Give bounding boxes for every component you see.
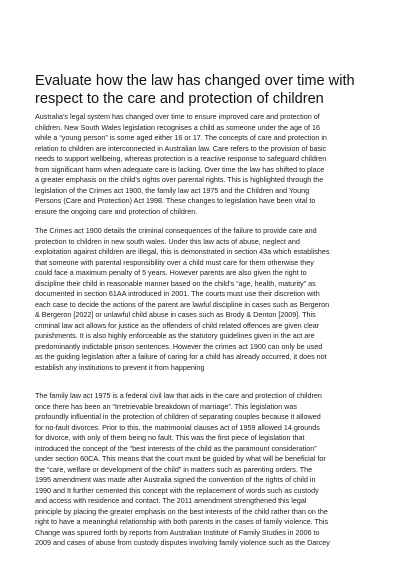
text-line: children. New South Wales legislation recognises a child as someone under the age of 16	[35, 122, 321, 132]
text-line: from significant harm when adequate care is lacking. Over time the law has shifted to place	[35, 164, 325, 174]
text-line: profoundly influential in the protection of children of separating couples because it allowed	[35, 412, 321, 421]
text-line: needs to support wellbeing, whereas protection is a reactive response to safeguard children	[35, 154, 327, 163]
text-line: right to have a meaningful relationship with both parents in the cases of family violence. This	[35, 517, 329, 526]
text-line: for divorce, with only of them being no fault. This was the first piece of legislation that	[35, 433, 305, 442]
text-line: ensure the ongoing care and protection of children.	[35, 206, 198, 216]
document-title	[35, 72, 365, 108]
text-line: documented in section 61AA introduced in 2001. The courts must use their discretion with	[35, 289, 320, 298]
text-line: 1995 amendment was made after Australia signed the convention of the rights of child in	[35, 475, 316, 484]
text-line: Persons (Care and Protection) Act 1998. These changes to legislation have been vital to	[35, 196, 316, 205]
text-line: The family law act 1975 is a federal civil law that aids in the care and protection of children	[35, 391, 322, 400]
text-line: under section 60CA. This means that the court must be guided by what will be beneficial for	[35, 454, 326, 463]
text-line: discipline their child in reasonable manner based on the child’s “age, health, maturity” as	[35, 278, 316, 288]
text-line: 2009 and cases of abuse from custody disputes involving family violence such as the Darcey	[35, 538, 330, 547]
text-line: establish any institutions to prevent it from happening	[35, 362, 205, 372]
paragraph-spacer	[35, 217, 365, 226]
text-line: could face a maximum penalty of 5 years. However parents are also given the right to	[35, 268, 307, 277]
text-line: each case to decide the actions of the parent are lawful discipline in cases such as Bergeron	[35, 299, 330, 309]
text-line: for no-fault divorces. Prior to this, the matrimonial clauses act of 1959 allowed 14 grounds	[35, 422, 320, 432]
text-line: once there has been an “Irretrievable breakdown of marriage”. This legislation was	[35, 401, 297, 411]
text-line: while a “young person” is some aged either 16 or 17. The concepts of care and protection in	[35, 133, 327, 142]
text-line: Australia’s legal system has changed over time to ensure improved care and protection of	[35, 112, 320, 121]
text-line: and access with residence and contact. The 2011 amendment strengthened this legal	[35, 496, 307, 505]
text-line: protection to children in new south wales. Under this law acts of abuse, neglect and	[35, 236, 300, 246]
paragraph-spacer	[35, 373, 365, 391]
text-line: criminal law act allows for justice as the offenders of child related offences are given clear	[35, 320, 320, 330]
title-line: respect to the care and protection of children	[35, 91, 324, 107]
paragraph-family-law-act	[35, 391, 365, 549]
text-line: punishments. It is also highly enforceable as the statutory guidelines given in the act are	[35, 331, 315, 340]
text-line: relation to children are interconnected in Australian law. Care refers to the provision of basic	[35, 143, 327, 153]
text-line: The Crimes act 1900 details the criminal consequences of the failure to provide care and	[35, 226, 317, 235]
text-line: Change was spurred forth by reports from Australian Institute of Family Studies in 2006 to	[35, 527, 320, 537]
text-line: principle by placing the greater emphasis on the best interests of the child rather than on the	[35, 506, 328, 516]
paragraph-crimes-act	[35, 226, 365, 373]
title-line: Evaluate how the law has changed over time with	[35, 73, 355, 89]
text-line: as the guiding legislation after a failure of caring for a child has already occurred, it does not	[35, 352, 327, 361]
text-line: legislation of the Crimes act 1900, the family law act 1975 and the Children and Young	[35, 185, 310, 195]
text-line: predominantly indictable prison sentences. However the crimes act 1900 can only be used	[35, 341, 323, 351]
text-line: the “care, welfare or development of the child” in matters such as parenting orders. The	[35, 464, 313, 474]
text-line: introduced the concept of the “best interests of the child as the paramount consideration”	[35, 443, 317, 453]
text-line: that someone with parental responsibility over a child must care for them otherwise they	[35, 257, 314, 267]
text-line: a greater emphasis on the child’s rights over parental rights. This is highlighted through the	[35, 175, 324, 184]
text-line: exploitation against children are illegal, this is demonstrated in section 43a which establishes	[35, 247, 330, 256]
text-line: & Bergeron [2022] or unlawful child abuse in cases such as Brody & Denton [2009]. This	[35, 310, 316, 319]
text-line: 1990 and It further cemented this concept with the replacement of words such as custody	[35, 485, 319, 495]
paragraph-introduction	[35, 112, 365, 217]
